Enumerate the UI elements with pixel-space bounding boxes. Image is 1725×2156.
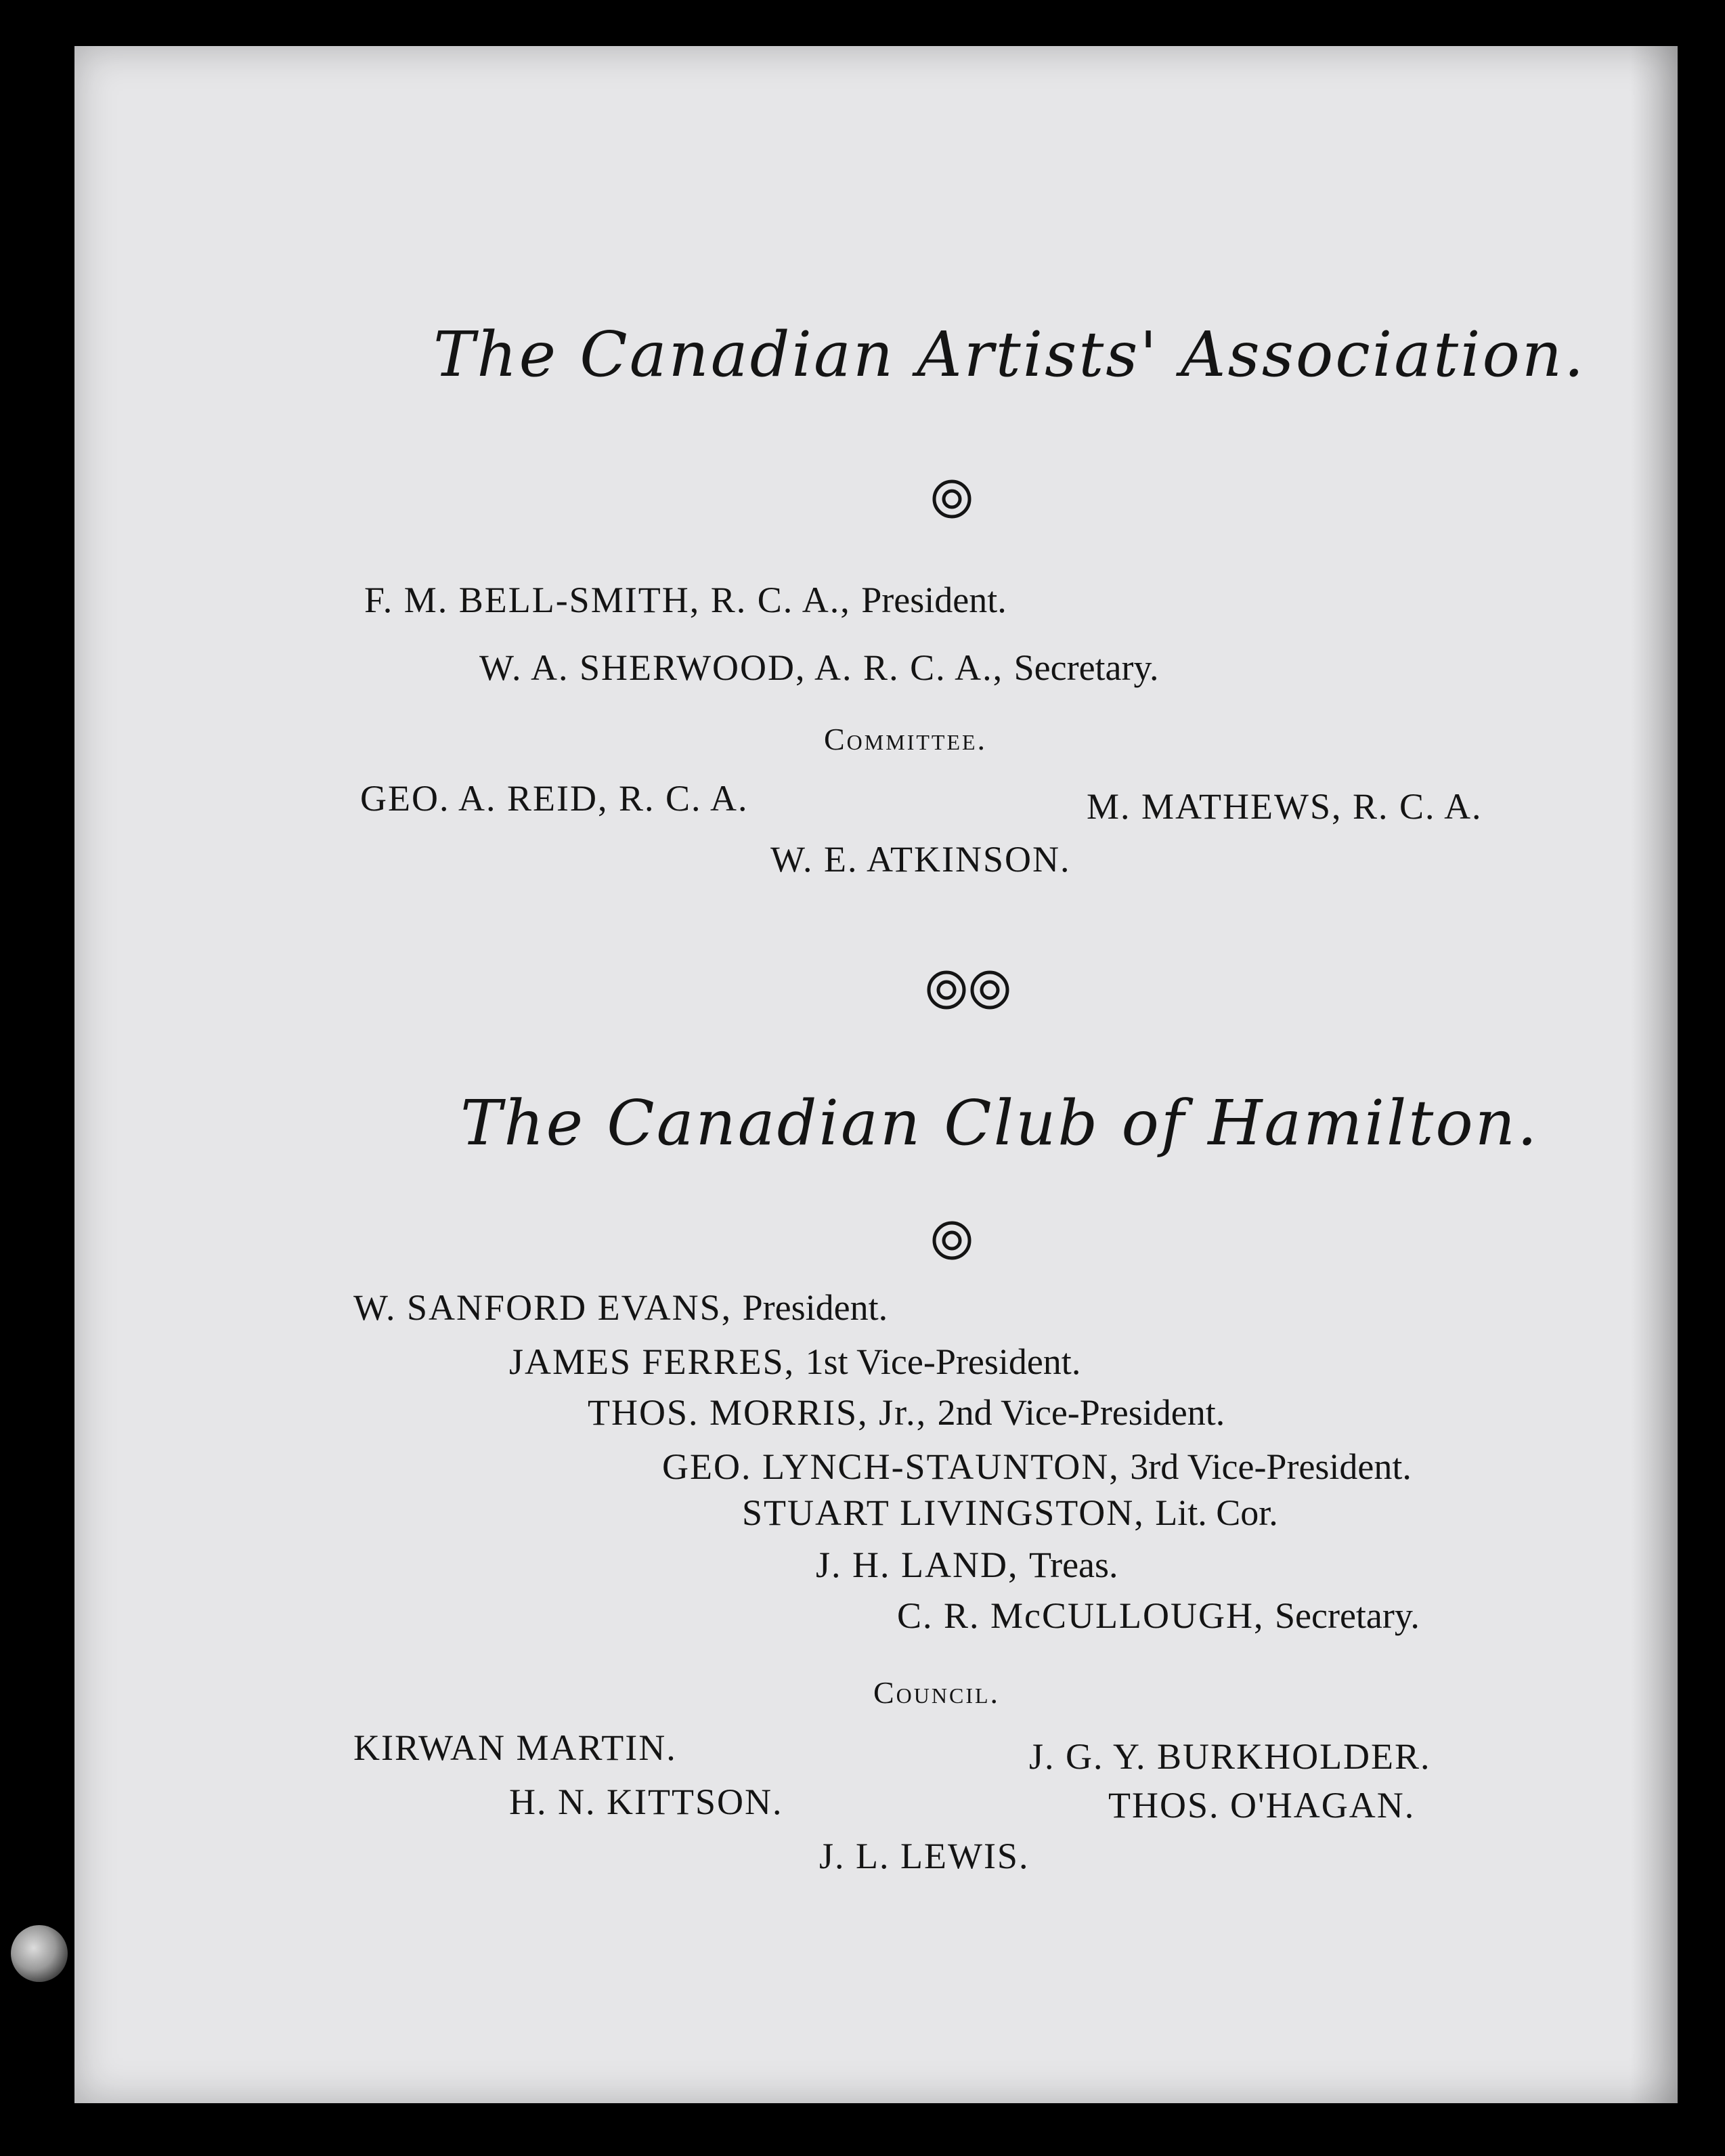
- officer-name: THOS. MORRIS, Jr.,: [588, 1392, 927, 1433]
- council-member: J. L. LEWIS.: [819, 1836, 1030, 1876]
- committee-member: M. MATHEWS, R. C. A.: [1087, 786, 1483, 827]
- ink-blot: [11, 1925, 68, 1982]
- ring-ornament-icon: [930, 1219, 974, 1262]
- committee-member: GEO. A. REID, R. C. A.: [360, 778, 749, 819]
- committee-member: W. E. ATKINSON.: [770, 839, 1071, 880]
- officer-role: President.: [742, 1287, 888, 1328]
- president-name: F. M. BELL-SMITH, R. C. A.,: [364, 580, 851, 620]
- officer-line: [742, 1492, 1278, 1534]
- council-heading: Council.: [873, 1675, 1001, 1710]
- officer-name: GEO. LYNCH-STAUNTON,: [662, 1446, 1120, 1487]
- secretary-role: Secretary.: [1013, 647, 1159, 688]
- officer-line: [509, 1341, 1080, 1383]
- officer-name: STUART LIVINGSTON,: [742, 1492, 1145, 1533]
- officer-line: [662, 1446, 1412, 1488]
- officer-name: W. SANFORD EVANS,: [353, 1287, 733, 1328]
- council-member: J. G. Y. BURKHOLDER.: [1029, 1736, 1431, 1777]
- officer-line: [588, 1392, 1225, 1433]
- officer-role: 1st Vice-President.: [805, 1341, 1081, 1382]
- council-member: KIRWAN MARTIN.: [353, 1727, 677, 1768]
- officer-role: Secretary.: [1275, 1595, 1420, 1636]
- secretary-name: W. A. SHERWOOD, A. R. C. A.,: [479, 647, 1004, 688]
- committee-heading: Committee.: [824, 722, 988, 756]
- officer-line: [353, 1287, 888, 1329]
- president-role: President.: [861, 580, 1007, 620]
- council-member: H. N. KITTSON.: [509, 1782, 783, 1822]
- officer-line: [816, 1544, 1118, 1586]
- officer-name: JAMES FERRES,: [509, 1341, 795, 1382]
- secretary-line: [479, 647, 1159, 689]
- officer-role: 2nd Vice-President.: [937, 1392, 1225, 1433]
- council-member: THOS. O'HAGAN.: [1108, 1785, 1416, 1826]
- association-title: The Canadian Artists' Association.: [433, 318, 1586, 391]
- president-line: [364, 579, 1007, 621]
- officer-role: Treas.: [1029, 1545, 1118, 1585]
- officer-role: 3rd Vice-President.: [1130, 1446, 1412, 1487]
- officer-name: J. H. LAND,: [816, 1545, 1019, 1585]
- double-ring-ornament-icon: [925, 968, 1011, 1012]
- officer-line: [897, 1595, 1420, 1637]
- officer-role: Lit. Cor.: [1155, 1492, 1278, 1533]
- officer-name: C. R. McCULLOUGH,: [897, 1595, 1265, 1636]
- ring-ornament-icon: [930, 477, 974, 521]
- club-title: The Canadian Club of Hamilton.: [460, 1087, 1540, 1159]
